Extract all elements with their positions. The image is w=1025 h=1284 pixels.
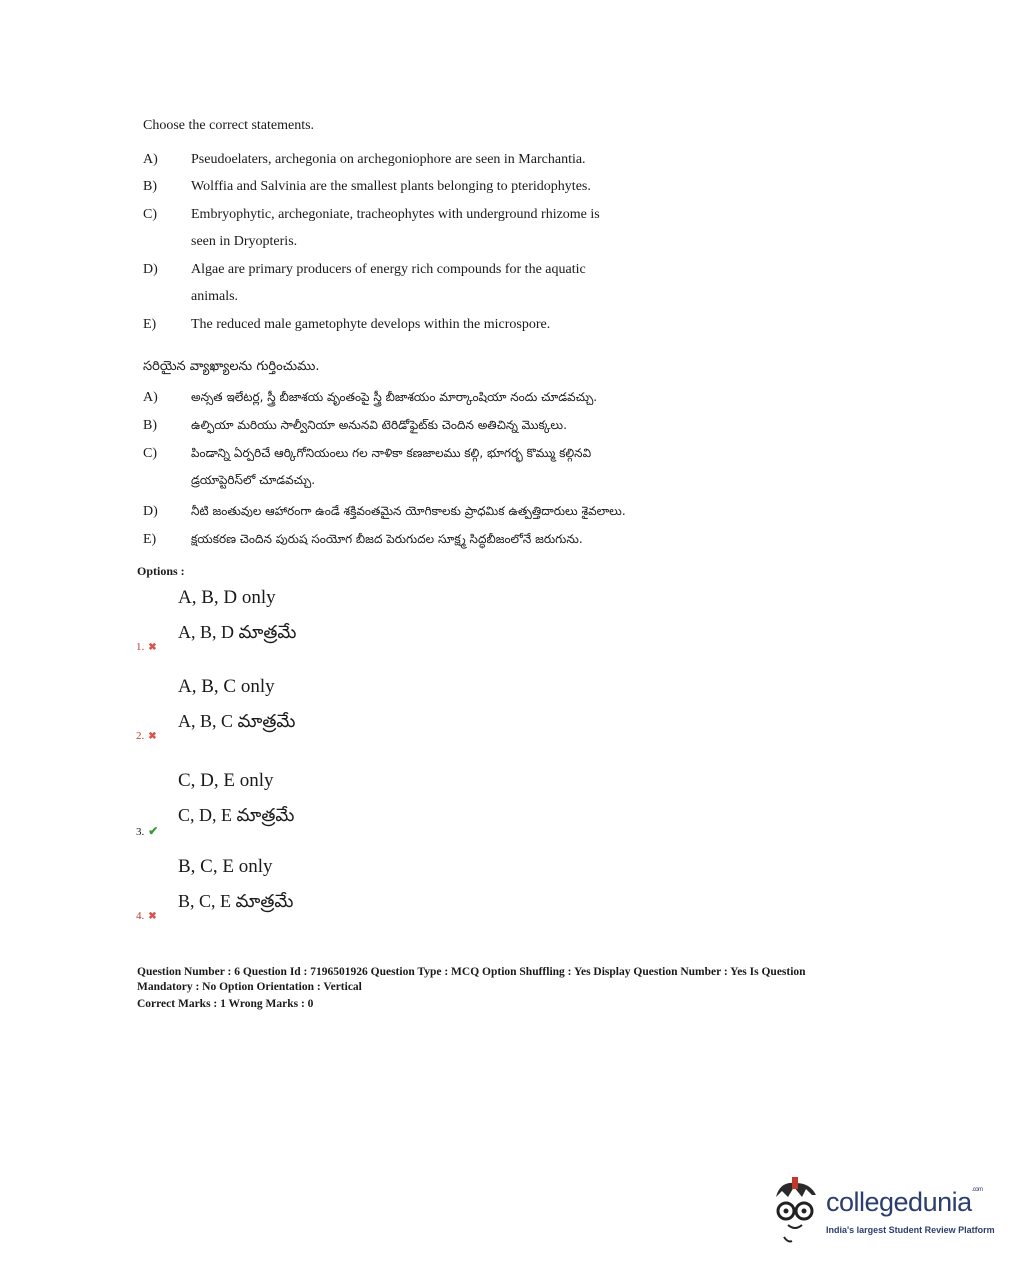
question-meta-line1: Question Number : 6 Question Id : 7196501926 Question Type : MCQ Option Shuffling : Yes Display Question Number : Yes Is Question: [137, 966, 806, 978]
mascot-icon: [766, 1177, 824, 1247]
collegedunia-logo: [766, 1177, 996, 1247]
statement-line: Pseudoelaters, archegonia on archegoniophore are seen in Marchantia.: [191, 152, 586, 167]
statement-label: D): [143, 262, 158, 277]
option-number: [136, 824, 158, 839]
logo-wordmark: collegedunia$^{.com}$: [826, 1187, 983, 1217]
statement-text: [191, 498, 721, 525]
statement-line: The reduced male gametophyte develops within the microspore.: [191, 317, 551, 332]
option-number-label: 4.: [136, 910, 145, 922]
statement-label: A): [143, 390, 158, 405]
wrong-cross-icon: ✖: [148, 642, 157, 653]
statement-label: E): [143, 317, 157, 332]
option-text-te[interactable]: A, B, D మాత్రమే: [178, 622, 297, 642]
option-text-te[interactable]: C, D, E మాత్రమే: [178, 805, 295, 825]
statement-line: క్షయకరణ చెందిన పురుష సంయోగ బీజద పెరుగుదల సూక్ష్మ సిద్ధబీజంలోనే జరుగును.: [191, 532, 583, 546]
question-intro-en: Choose the correct statements.: [143, 118, 315, 133]
statement-text: [191, 440, 721, 494]
question-meta-line2: Mandatory : No Option Orientation : Vertical: [137, 981, 362, 993]
statement-text: [191, 173, 671, 200]
option-text-te[interactable]: B, C, E మాత్రమే: [178, 891, 294, 911]
option-number-label: 2.: [136, 730, 145, 742]
wrong-cross-icon: ✖: [148, 731, 157, 742]
statement-text: [191, 201, 671, 255]
option-number: [136, 641, 157, 653]
option-text-en[interactable]: B, C, E only: [178, 856, 273, 877]
statement-label: E): [143, 532, 157, 547]
option-number: [136, 910, 157, 922]
statement-text: [191, 412, 721, 439]
logo-tagline: India's largest Student Review Platform: [826, 1225, 995, 1235]
statement-label: D): [143, 504, 158, 519]
statement-line: నీటి జంతువుల ఆహారంగా ఉండే శక్తివంతమైన యోగికాలకు ప్రాధమిక ఉత్పత్తిదారులు శైవలాలు.: [191, 504, 626, 518]
statement-text: [191, 311, 671, 338]
statement-line: Wolffia and Salvinia are the smallest plants belonging to pteridophytes.: [191, 179, 591, 194]
option-text-en[interactable]: A, B, D only: [178, 587, 276, 608]
statement-text: [191, 384, 721, 411]
question-intro-te: సరియైన వ్యాఖ్యాలను గుర్తించుము.: [143, 359, 320, 374]
statement-label: B): [143, 418, 157, 433]
statement-line: seen in Dryopteris.: [191, 234, 298, 249]
wrong-cross-icon: ✖: [148, 911, 157, 922]
option-text-te[interactable]: A, B, C మాత్రమే: [178, 711, 296, 731]
option-number-label: 3.: [136, 826, 145, 838]
option-text-en[interactable]: C, D, E only: [178, 770, 274, 791]
statement-label: C): [143, 207, 157, 222]
statement-line: పిండాన్ని ఏర్పరిచే ఆర్కిగోనియంలు గల నాళికా కణజాలము కల్గి, భూగర్భ కొమ్ము కల్గినవి: [191, 446, 592, 460]
statement-label: A): [143, 152, 158, 167]
statement-line: అన్సత ఇలేటర్ల, స్త్రీ బీజాశయ వృంతంపై స్త్రీ బీజాశయం మార్కాంషియా నందు చూడవచ్చు.: [191, 390, 598, 404]
correct-check-icon: ✔: [148, 824, 159, 838]
options-label: Options :: [137, 564, 185, 578]
statement-text: [191, 526, 721, 553]
statement-line: Algae are primary producers of energy rich compounds for the aquatic: [191, 262, 586, 277]
option-number: [136, 730, 157, 742]
statement-line: animals.: [191, 289, 239, 304]
statement-line: ఉల్ఫియా మరియు సాల్వీనియా అనునవి టెరిడోఫైట్‌కు చెందిన అతిచిన్న మొక్కలు.: [191, 418, 567, 432]
statement-label: B): [143, 179, 157, 194]
statement-line: డ్రయాప్టెరిస్‌లో చూడవచ్చు.: [191, 473, 316, 487]
option-number-label: 1.: [136, 641, 145, 653]
statement-line: Embryophytic, archegoniate, tracheophytes with underground rhizome is: [191, 207, 600, 222]
option-text-en[interactable]: A, B, C only: [178, 676, 275, 697]
statement-text: [191, 256, 671, 310]
statement-text: [191, 146, 671, 173]
question-meta-line3: Correct Marks : 1 Wrong Marks : 0: [137, 998, 314, 1010]
statement-label: C): [143, 446, 157, 461]
